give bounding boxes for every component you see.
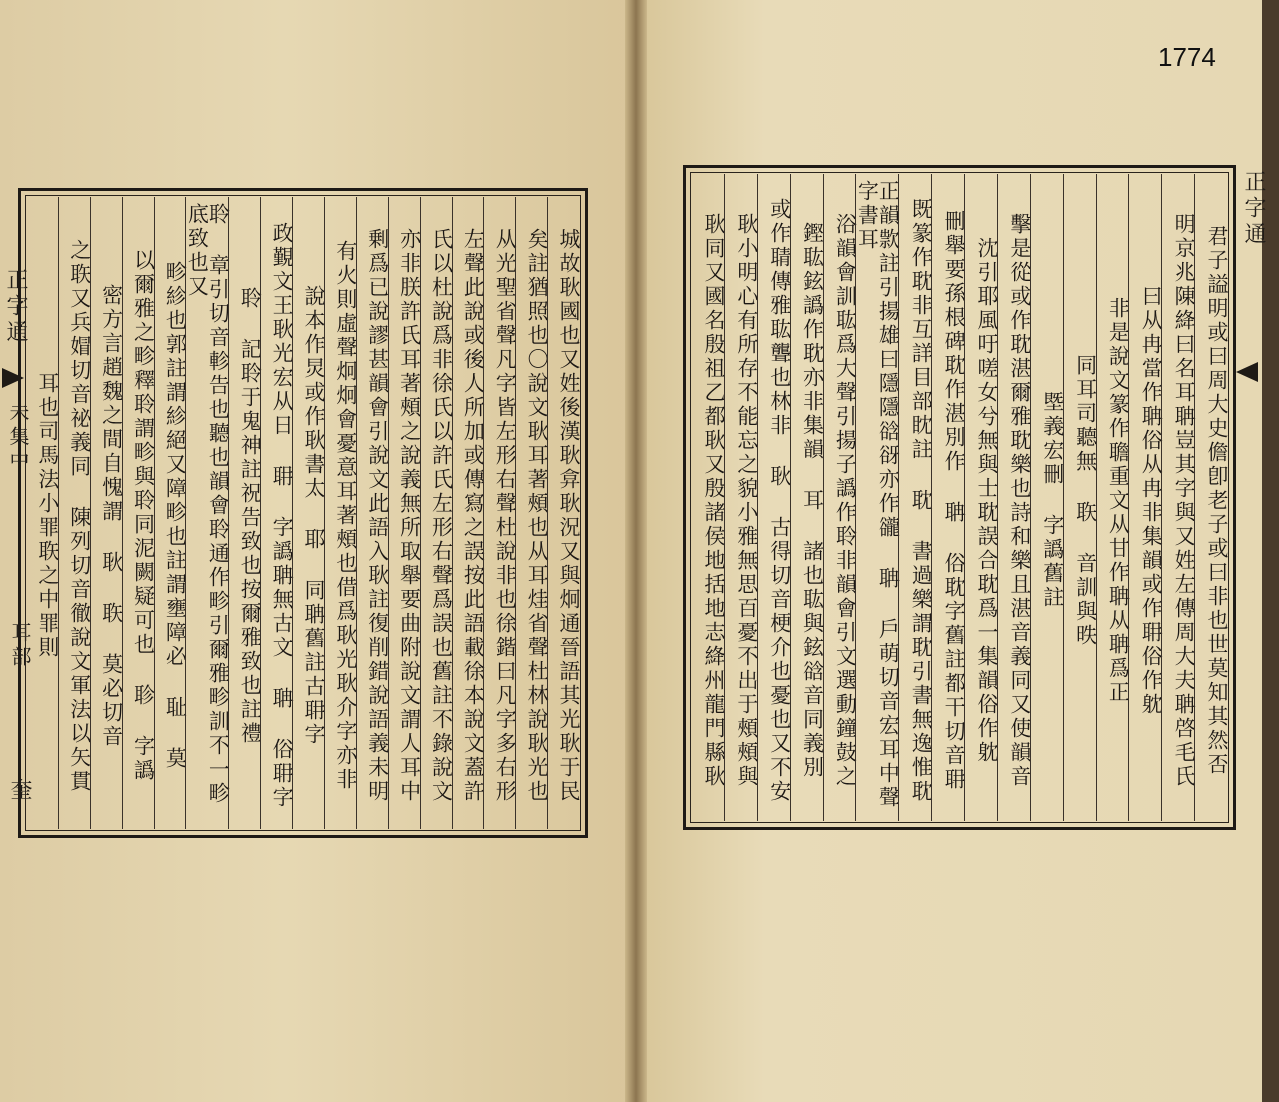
text-column: 以爾雅之畛釋聆謂畛與聆同泥闕疑可也 聄 字譌 — [122, 197, 154, 829]
text-column: 有火則虛聲炯炯會憂意耳著頰也借爲耿光耿介字亦非 — [324, 197, 356, 829]
text-column: 君子謚明或曰周大史儋卽老子或曰非也世莫知其然否 — [1194, 174, 1227, 821]
text-column: 同耳司聽無 聅 音訓與昳 — [1063, 174, 1096, 821]
text-column: 耳也司馬法小罪聅之中罪則 — [35, 372, 60, 660]
text-column: 氏以杜說爲非徐氏以許氏左形右聲爲誤也舊註不錄說文 — [420, 197, 452, 829]
text-column: 矣註猶照也〇說文耿耳著頰也从耳烓省聲杜林說耿光也 — [515, 197, 547, 829]
text-column: 刪舉要孫根碑耽作湛別作 聃 俗耽字舊註都干切音耼 — [931, 174, 964, 821]
text-column: 非是說文篆作聸重文从甘作聃从聃爲正 — [1096, 174, 1129, 821]
text-column: 城故耿國也又姓後漢耿弇耿況又與炯通晉語其光耿于民 — [547, 197, 579, 829]
left-margin-radical: 耳部 — [8, 622, 32, 670]
text-column: 沈引耶風吁嗟女兮無與士耽誤合耽爲一集韻俗作躭 — [964, 174, 997, 821]
right-fishtail-icon — [1236, 362, 1258, 382]
text-column: 鏗耾鉉譌作耽亦非集韻 耳 諸也耾與鉉谽音同義別 — [790, 174, 823, 821]
text-column: 或作聙傳雅耾聾也林非 耿 古得切音梗介也憂也又不安 — [757, 174, 790, 821]
text-column: 正韻㱁註引揚雄曰隱隱谽谺亦作豅 聃 戶萌切音宏耳中聲字書耳 — [855, 174, 898, 821]
left-text-frame — [18, 188, 588, 838]
left-margin-title: 正字通 — [3, 268, 28, 346]
right-text-frame — [683, 165, 1236, 830]
text-column: 明京兆陳絳曰名耳聃豈其字與又姓左傳周大夫聃啓毛氏 — [1161, 174, 1194, 821]
text-column: 政覲文王耿光宏从日 耼 字譌聃無古文 聃 俗耼字 — [260, 197, 292, 829]
page-number: 1774 — [1158, 42, 1216, 72]
text-column: 聆 記聆于鬼神註祝告致也按爾雅致也註禮 — [228, 197, 260, 829]
left-margin-folio: 奎 — [7, 778, 32, 804]
text-column: 亦非朕許氏耳著頰之說義無所取舉要曲附說文謂人耳中 — [388, 197, 420, 829]
right-edge — [1262, 0, 1279, 1102]
text-column: 聆 章引切音軫告也聽也韻會聆通作畛引爾雅畛訓不一畛底致也又 — [185, 197, 228, 829]
text-column: 擊是從或作耽湛爾雅耽樂也詩和樂且湛音義同又使韻音 — [997, 174, 1030, 821]
book-gutter — [625, 0, 647, 1102]
text-column: 曰从冉當作聃俗从冉非集韻或作耼俗作躭 — [1128, 174, 1161, 821]
text-column: 既篆作耽非互詳目部眈註 耽 書過樂謂耽引書無逸惟耽 — [898, 174, 931, 821]
left-margin-section: 未集中 — [6, 402, 30, 474]
text-column: 剰爲已說謬甚韻會引說文此語入耿註復削錯說語義未明 — [356, 197, 388, 829]
text-column: 密方言趙魏之間自愧謂 耿 聅 莫必切音 — [90, 197, 122, 829]
text-column: 从光聖省聲凡字皆左形右聲杜說非也徐鍇曰凡字多右形 — [483, 197, 515, 829]
text-column: 說本作炅或作耿書太 耶 同聃舊註古耼字 — [292, 197, 324, 829]
text-column: 左聲此說或後人所加或傳寫之誤按此語載徐本說文蓋許 — [452, 197, 484, 829]
right-margin-title: 正字通 — [1241, 170, 1266, 248]
text-column: 之聅又兵媢切音祕義同 陳列切音徹說文軍法以矢貫 — [58, 197, 90, 829]
text-column: 塈義宏刪 字譌舊註 — [1030, 174, 1063, 821]
text-column: 畛紾也郭註謂紾絕又障畛也註謂壅障必 耻 莫 — [154, 197, 186, 829]
text-column: 浴韻會訓耾爲大聲引揚子譌作聆非韻會引文選動鐘鼓之 — [823, 174, 856, 821]
text-column: 耿同又國名殷祖乙都耿又殷諸侯地括地志絳州龍門縣耿 — [701, 212, 726, 789]
text-column: 耿小明心有所存不能忘之貌小雅無思百憂不出于頰頰與 — [724, 174, 757, 821]
